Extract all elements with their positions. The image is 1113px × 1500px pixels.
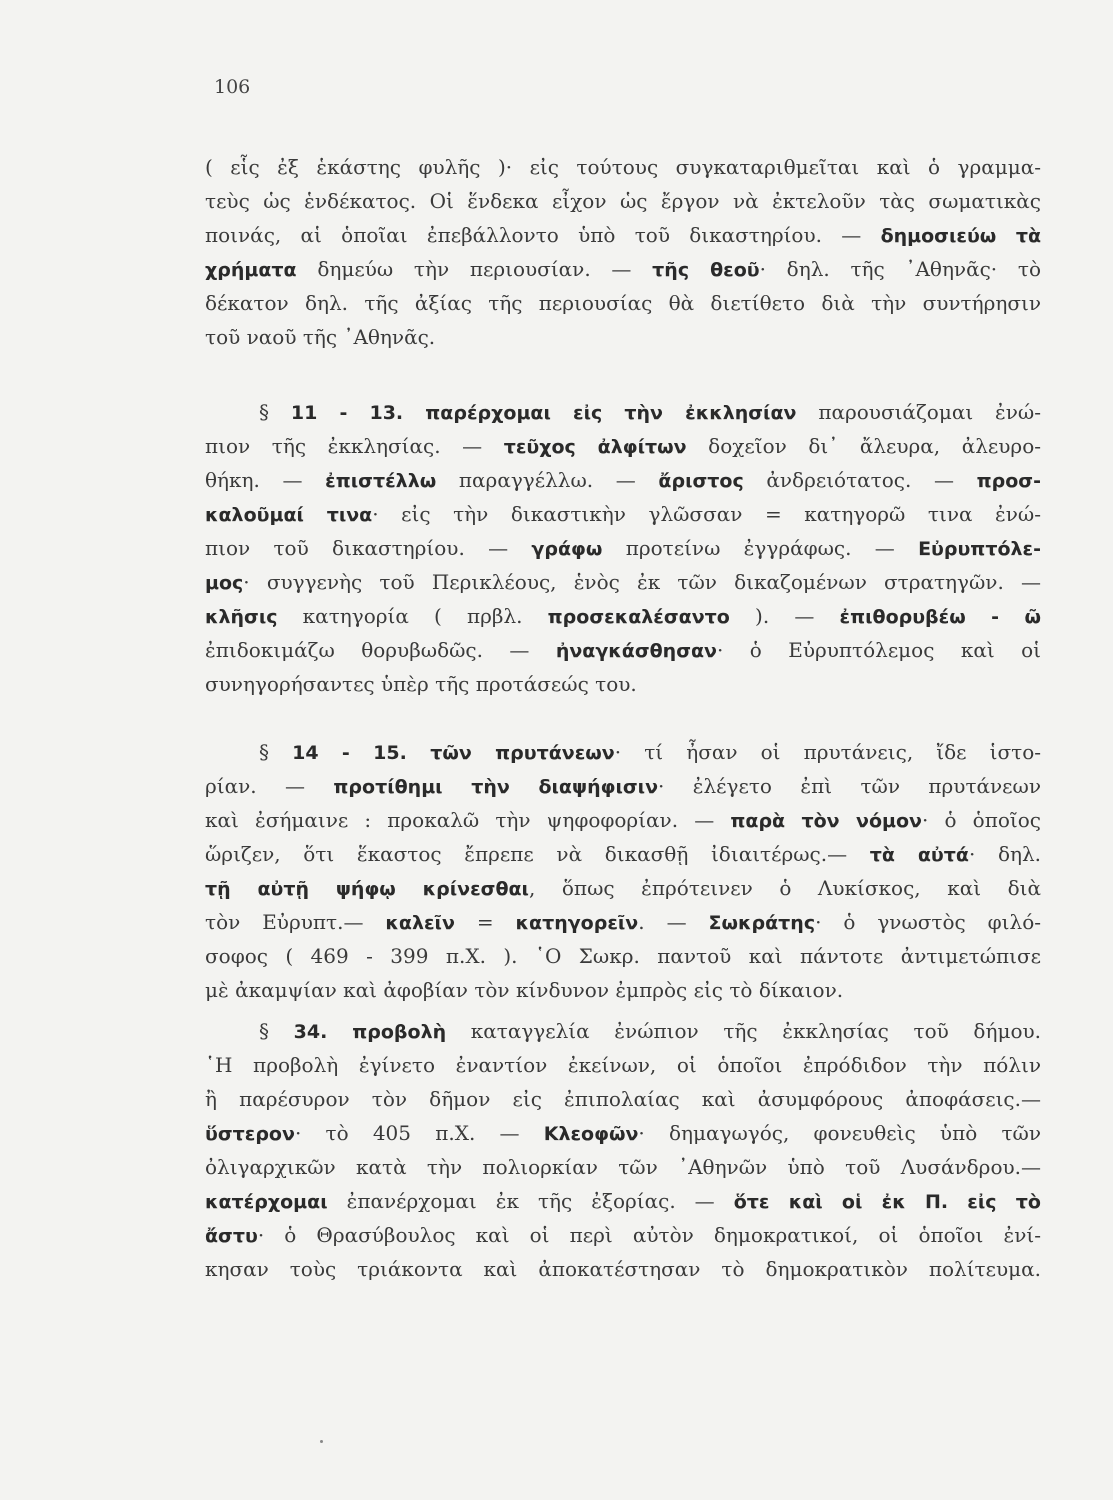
text-run: τὸν Εὐρυπτ.—: [205, 910, 386, 934]
bold-term: χρήματα: [205, 259, 297, 281]
bold-term: προσεκαλέσαντο: [547, 606, 730, 628]
text-line: [205, 1048, 1041, 1082]
bold-term: Κλεοφῶν: [543, 1123, 639, 1145]
text-line: [205, 286, 1041, 320]
text-run: · εἰς τὴν δικαστικὴν γλῶσσαν = κατηγορῶ τινα ἐνώ-: [372, 502, 1041, 526]
text-line: [205, 1150, 1041, 1184]
bold-term: 11 - 13. παρέρχομαι εἰς τὴν ἐκκλησίαν: [290, 402, 797, 424]
text-run: ). —: [729, 604, 840, 628]
text-run: τεὺς ὡς ἑνδέκατος. Οἱ ἕνδεκα εἶχον ὡς ἔργον νὰ ἐκτελοῦν τὰς σωματικὰς: [205, 189, 1041, 213]
bold-term: μος: [205, 572, 244, 594]
bold-term: καλοῦμαί τινα: [205, 504, 373, 526]
bold-term: γράφω: [531, 538, 603, 560]
bold-term: καλεῖν: [385, 912, 455, 934]
text-run: δημεύω τὴν περιουσίαν. —: [296, 257, 653, 281]
scan-speck: [320, 1440, 323, 1443]
text-run: σοφος ( 469 - 399 π.Χ. ). ῾Ο Σωκρ. παντοῦ καὶ πάντοτε ἀντιμετώπισε: [205, 944, 1041, 968]
text-line: [205, 939, 1041, 973]
text-run: παρουσιάζομαι ἐνώ-: [796, 400, 1042, 424]
text-run: · τί ἦσαν οἱ πρυτάνεις, ἴδε ἱστο-: [614, 740, 1041, 764]
text-run: · τὸ 405 π.Χ. —: [294, 1121, 544, 1145]
text-line: [205, 429, 1041, 463]
text-run: , ὅπως ἐπρότεινεν ὁ Λυκίσκος, καὶ διὰ: [528, 876, 1041, 900]
text-line: [205, 1184, 1041, 1218]
text-run: · ἐλέγετο ἐπὶ τῶν πρυτάνεων: [658, 774, 1041, 798]
text-line: [205, 395, 1041, 429]
text-run: ποινάς, αἱ ὁποῖαι ἐπεβάλλοντο ὑπὸ τοῦ δικαστηρίου. —: [205, 223, 881, 247]
text-run: §: [259, 1019, 294, 1043]
bold-term: Σωκράτης: [708, 912, 816, 934]
text-line: [205, 150, 1041, 184]
text-run: ἀνδρειότατος. —: [743, 468, 977, 492]
text-run: ρίαν. —: [205, 774, 334, 798]
text-run: πιον τῆς ἐκκλησίας. —: [205, 434, 504, 458]
text-run: §: [259, 400, 291, 424]
text-run: προτείνω ἐγγράφως. —: [602, 536, 919, 560]
bold-term: προσ-: [976, 470, 1041, 492]
text-run: ὀλιγαρχικῶν κατὰ τὴν πολιορκίαν τῶν ᾿Αθηνῶν ὑπὸ τοῦ Λυσάνδρου.—: [205, 1155, 1041, 1179]
text-run: · συγγενὴς τοῦ Περικλέους, ἑνὸς ἐκ τῶν δικαζομένων στρατηγῶν. —: [243, 570, 1041, 594]
text-run: ῾Η προβολὴ ἐγίνετο ἐναντίον ἐκείνων, οἱ ὁποῖοι ἐπρόδιδον τὴν πόλιν: [205, 1053, 1041, 1077]
text-run: . —: [638, 910, 709, 934]
text-run: θήκη. —: [205, 468, 326, 492]
text-line: [205, 184, 1041, 218]
bold-term: τὰ αὐτά: [869, 844, 969, 866]
text-line: [205, 252, 1041, 286]
text-run: μὲ ἀκαμψίαν καὶ ἀφοβίαν τὸν κίνδυνον ἐμπρὸς εἰς τὸ δίκαιον.: [205, 978, 844, 1002]
text-run: κατηγορία ( πρβλ.: [277, 604, 548, 628]
text-line: [205, 497, 1041, 531]
text-line: [205, 871, 1041, 905]
text-line: [205, 565, 1041, 599]
bold-term: ἐπιστέλλω: [325, 470, 437, 492]
text-run: · δηλ. τῆς ᾿Αθηνᾶς· τὸ: [759, 257, 1041, 281]
bold-term: ἠναγκάσθησαν: [555, 640, 717, 662]
text-line: [205, 735, 1041, 769]
document-body: [205, 150, 1041, 1286]
text-line: [205, 599, 1041, 633]
text-run: · ὁ Εὐρυπτόλεμος καὶ οἱ: [717, 638, 1041, 662]
text-run: συνηγορήσαντες ὑπὲρ τῆς προτάσεώς του.: [205, 672, 637, 696]
bold-term: τεῦχος ἀλφίτων: [503, 436, 687, 458]
text-line: [205, 769, 1041, 803]
text-run: ὥριζεν, ὅτι ἕκαστος ἔπρεπε νὰ δικασθῇ ἰδιαιτέρως.—: [205, 842, 870, 866]
text-run: =: [454, 910, 516, 934]
text-line: [205, 320, 1041, 354]
text-line: [205, 803, 1041, 837]
paragraph: [205, 150, 1041, 354]
text-run: §: [259, 740, 293, 764]
text-run: πιον τοῦ δικαστηρίου. —: [205, 536, 532, 560]
text-run: ἢ παρέσυρον τὸν δῆμον εἰς ἐπιπολαίας καὶ ἀσυμφόρους ἀποφάσεις.—: [205, 1087, 1041, 1111]
bold-term: τῇ αὐτῇ ψήφῳ κρίνεσθαι: [205, 878, 529, 900]
bold-term: 14 - 15. τῶν πρυτάνεων: [292, 742, 615, 764]
text-line: [205, 633, 1041, 667]
text-run: ἐπιδοκιμάζω θορυβωδῶς. —: [205, 638, 556, 662]
bold-term: ὕστερον: [205, 1123, 295, 1145]
bold-term: δημοσιεύω τὰ: [880, 225, 1042, 247]
bold-term: ἐπιθορυβέω - ῶ: [839, 606, 1042, 628]
text-run: · ὁ ὁποῖος: [922, 808, 1041, 832]
text-run: · δηλ.: [968, 842, 1042, 866]
text-line: [205, 905, 1041, 939]
text-run: · δημαγωγός, φονευθεὶς ὑπὸ τῶν: [638, 1121, 1041, 1145]
text-run: ἐπανέρχομαι ἐκ τῆς ἐξορίας. —: [327, 1189, 734, 1213]
text-run: παραγγέλλω. —: [436, 468, 659, 492]
bold-term: ἄριστος: [658, 470, 744, 492]
text-line: [205, 531, 1041, 565]
text-line: [205, 1082, 1041, 1116]
bold-term: 34. προβολὴ: [293, 1021, 447, 1043]
text-line: [205, 667, 1041, 701]
text-run: δοχεῖον δι᾿ ἄλευρα, ἀλευρο-: [686, 434, 1041, 458]
text-line: [205, 1116, 1041, 1150]
bold-term: προτίθημι τὴν διαψήφισιν: [333, 776, 659, 798]
text-line: [205, 1252, 1041, 1286]
bold-term: ὅτε καὶ οἱ ἐκ Π. εἰς τὸ: [733, 1191, 1041, 1213]
paragraph: [205, 735, 1041, 1007]
text-run: · ὁ γνωστὸς φιλό-: [815, 910, 1041, 934]
text-run: ( εἷς ἐξ ἑκάστης φυλῆς )· εἰς τούτους συγκαταριθμεῖται καὶ ὁ γραμμα-: [205, 155, 1041, 179]
text-line: [205, 1014, 1041, 1048]
text-run: δέκατον δηλ. τῆς ἀξίας τῆς περιουσίας θὰ διετίθετο διὰ τὴν συντήρησιν: [205, 291, 1041, 315]
bold-term: παρὰ τὸν νόμον: [730, 810, 922, 832]
paragraph: [205, 395, 1041, 701]
bold-term: κατηγορεῖν: [515, 912, 639, 934]
paragraph: [205, 1014, 1041, 1286]
text-line: [205, 973, 1041, 1007]
page-number: 106: [214, 76, 251, 98]
bold-term: ἄστυ: [205, 1225, 258, 1247]
text-run: · ὁ Θρασύβουλος καὶ οἱ περὶ αὐτὸν δημοκρατικοί, οἱ ὁποῖοι ἐνί-: [257, 1223, 1041, 1247]
text-line: [205, 837, 1041, 871]
bold-term: κατέρχομαι: [205, 1191, 328, 1213]
bold-term: κλῆσις: [205, 606, 278, 628]
text-line: [205, 463, 1041, 497]
text-run: τοῦ ναοῦ τῆς ᾿Αθηνᾶς.: [205, 325, 436, 349]
bold-term: τῆς θεοῦ: [652, 259, 760, 281]
text-run: κησαν τοὺς τριάκοντα καὶ ἀποκατέστησαν τὸ δημοκρατικὸν πολίτευμα.: [205, 1257, 1041, 1281]
bold-term: Εὐρυπτόλε-: [918, 538, 1041, 560]
text-run: καταγγελία ἐνώπιον τῆς ἐκκλησίας τοῦ δήμου.: [446, 1019, 1041, 1043]
text-run: καὶ ἐσήμαινε : προκαλῶ τὴν ψηφοφορίαν. —: [205, 808, 731, 832]
text-line: [205, 218, 1041, 252]
text-line: [205, 1218, 1041, 1252]
